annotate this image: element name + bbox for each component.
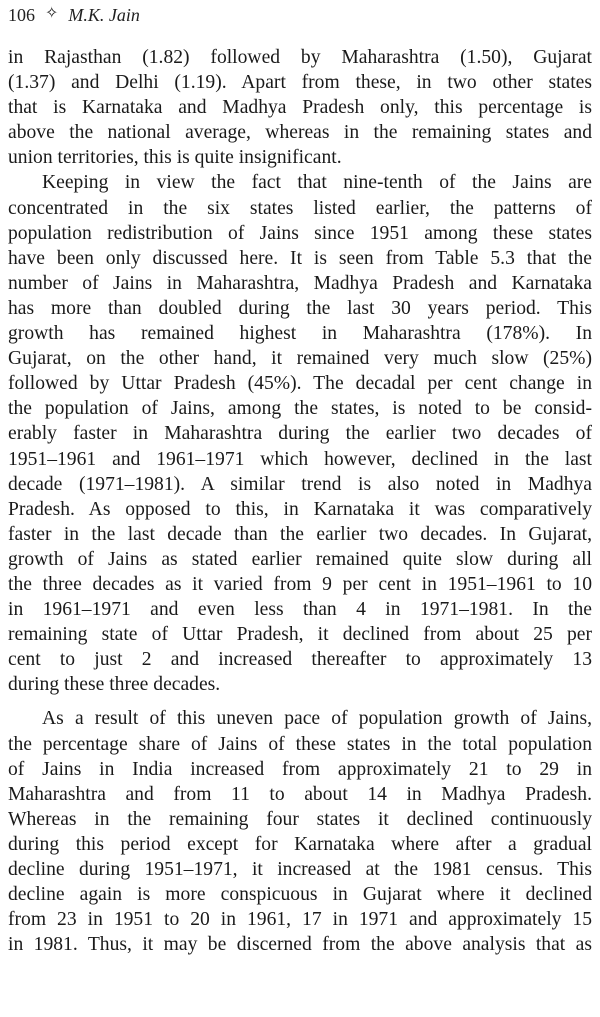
text-line: followed by Uttar Pradesh (45%). The decadal per cent change in <box>8 373 592 395</box>
text-line: population redistribution of Jains since 1951 among these states <box>8 222 592 244</box>
text-line: in 1961–1971 and even less than 4 in 1971–1981. In the <box>8 599 592 621</box>
text-line: Pradesh. As opposed to this, in Karnataka it was comparatively <box>8 498 592 520</box>
text-line: from 23 in 1951 to 20 in 1961, 17 in 1971 and approximately 15 <box>8 909 592 931</box>
text-line: number of Jains in Maharashtra, Madhya Pradesh and Karnataka <box>8 272 592 294</box>
text-line: during these three decades. <box>8 674 221 696</box>
running-head-author: M.K. Jain <box>68 4 140 25</box>
text-line: above the national average, whereas in the remaining states and <box>8 122 592 144</box>
text-line: As a result of this uneven pace of population growth of Jains, <box>42 708 592 730</box>
text-line: remaining state of Uttar Pradesh, it declined from about 25 per <box>8 624 592 646</box>
text-line: union territories, this is quite insignificant. <box>8 147 342 169</box>
paragraph <box>8 706 592 957</box>
text-line: Gujarat, on the other hand, it remained very much slow (25%) <box>8 348 592 370</box>
text-line: erably faster in Maharashtra during the earlier two decades of <box>8 423 592 445</box>
text-line: decline again is more conspicuous in Gujarat where it declined <box>8 884 592 906</box>
paragraph <box>8 170 592 697</box>
paragraph <box>8 45 592 170</box>
text-line: the percentage share of Jains of these states in the total population <box>8 733 592 755</box>
paragraph-gap <box>8 697 592 706</box>
text-line: cent to just 2 and increased thereafter to approximately 13 <box>8 649 592 671</box>
text-line: has more than doubled during the last 30 years period. This <box>8 297 592 319</box>
text-line: during this period except for Karnataka where after a gradual <box>8 833 592 855</box>
text-line: of Jains in India increased from approximately 21 to 29 in <box>8 758 592 780</box>
text-line: concentrated in the six states listed earlier, the patterns of <box>8 197 592 219</box>
text-line: growth has remained highest in Maharashtra (178%). In <box>8 323 592 345</box>
text-line: the population of Jains, among the states, is noted to be consid- <box>8 398 592 420</box>
text-line: Whereas in the remaining four states it declined continuously <box>8 808 592 830</box>
text-line: 1951–1961 and 1961–1971 which however, declined in the last <box>8 448 592 470</box>
diamond-icon: ✧ <box>45 5 59 22</box>
text-line: in 1981. Thus, it may be discerned from the above analysis that as <box>8 934 592 956</box>
running-header <box>8 2 140 28</box>
text-line: growth of Jains as stated earlier remained quite slow during all <box>8 548 592 570</box>
text-line: have been only discussed here. It is seen from Table 5.3 that the <box>8 247 592 269</box>
text-line: Keeping in view the fact that nine-tenth of the Jains are <box>42 172 592 194</box>
body-text <box>8 45 592 957</box>
text-line: in Rajasthan (1.82) followed by Maharashtra (1.50), Gujarat <box>8 47 592 68</box>
text-line: faster in the last decade than the earlier two decades. In Gujarat, <box>8 523 592 545</box>
text-line: Maharashtra and from 11 to about 14 in Madhya Pradesh. <box>8 783 592 805</box>
text-line: (1.37) and Delhi (1.19). Apart from these, in two other states <box>8 72 592 94</box>
text-line: the three decades as it varied from 9 per cent in 1951–1961 to 10 <box>8 573 592 595</box>
text-line: decline during 1951–1971, it increased at the 1981 census. This <box>8 859 592 880</box>
text-line: decade (1971–1981). A similar trend is also noted in Madhya <box>8 473 592 495</box>
page-number: 106 <box>8 4 35 25</box>
text-line: that is Karnataka and Madhya Pradesh only, this percentage is <box>8 97 592 119</box>
